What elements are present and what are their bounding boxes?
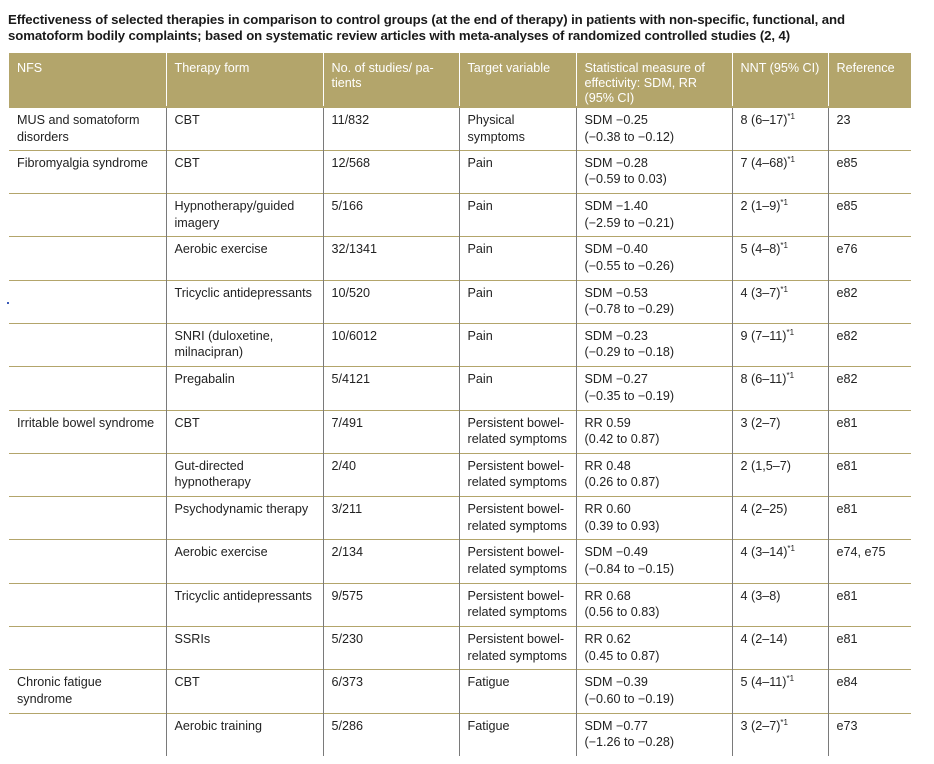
cell-nfs: [9, 453, 166, 496]
table-caption: Effectiveness of selected therapies in comparison to control groups (at the end of therapy) in patients with non-specific, functional, and somatoform bodily complaints; based on systematic review articles with meta-analyses of randomized controlled studies (2, 4): [8, 12, 845, 43]
cell-target-variable: Fatigue: [459, 670, 576, 713]
cell-studies-patients: 2/134: [323, 540, 459, 583]
cell-nnt: [732, 453, 828, 496]
nnt-value: 4 (2–14): [740, 632, 788, 647]
cell-studies-patients: 10/6012: [323, 323, 459, 366]
nnt-footnote-marker: *1: [787, 544, 795, 554]
measure-value: SDM −0.39: [584, 675, 648, 690]
cell-target-variable: Physical symptoms: [459, 107, 576, 150]
cell-statistical-measure: [576, 410, 732, 453]
cell-studies-patients: 12/568: [323, 150, 459, 193]
table-row: [9, 194, 911, 237]
table-row: [9, 280, 911, 323]
header-nnt: NNT (95% CI): [732, 53, 828, 107]
cell-statistical-measure: [576, 497, 732, 540]
nnt-footnote-marker: *1: [780, 197, 788, 207]
cell-studies-patients: 11/832: [323, 107, 459, 150]
table-row: [9, 540, 911, 583]
cell-nfs: [9, 194, 166, 237]
cell-statistical-measure: [576, 367, 732, 410]
cell-studies-patients: 5/4121: [323, 367, 459, 410]
cell-reference: e85: [828, 150, 911, 193]
cell-statistical-measure: [576, 670, 732, 713]
table-header-row: [9, 53, 911, 107]
measure-confidence-interval: (0.42 to 0.87): [584, 432, 660, 447]
cell-nnt: [732, 497, 828, 540]
measure-confidence-interval: (−0.38 to −0.12): [584, 129, 675, 144]
cell-nnt: [732, 107, 828, 150]
measure-value: SDM −1.40: [584, 199, 648, 214]
cell-reference: 23: [828, 107, 911, 150]
cell-statistical-measure: [576, 194, 732, 237]
cell-statistical-measure: [576, 323, 732, 366]
cell-reference: e84: [828, 670, 911, 713]
cell-nnt: [732, 323, 828, 366]
cell-reference: e82: [828, 367, 911, 410]
cell-statistical-measure: [576, 150, 732, 193]
cell-studies-patients: 32/1341: [323, 237, 459, 280]
nnt-footnote-marker: *1: [786, 327, 795, 337]
cell-nfs: MUS and somatoform disorders: [17, 113, 140, 144]
table-row: [9, 107, 911, 150]
cell-target-variable: Persistent bowel-related symptoms: [459, 583, 576, 626]
nnt-value: 2 (1–9): [740, 199, 781, 214]
nnt-footnote-marker: *1: [786, 674, 795, 684]
measure-confidence-interval: (−0.29 to −0.18): [584, 345, 675, 360]
nnt-footnote-marker: *1: [780, 717, 788, 727]
cell-therapy-form: CBT: [166, 410, 323, 453]
nnt-footnote-marker: *1: [787, 154, 795, 164]
cell-nfs: [9, 323, 166, 366]
cell-nnt: [732, 583, 828, 626]
nnt-value: 8 (6–17): [740, 113, 788, 127]
cell-target-variable: Persistent bowel-related symptoms: [459, 453, 576, 496]
cell-target-variable: Persistent bowel-related symptoms: [459, 497, 576, 540]
measure-confidence-interval: (−1.26 to −0.28): [584, 735, 675, 750]
header-target-variable: Target variable: [459, 53, 576, 107]
table-row: [9, 713, 911, 756]
cell-reference: e82: [828, 280, 911, 323]
header-reference: Reference: [828, 53, 911, 107]
measure-confidence-interval: (−0.84 to −0.15): [584, 561, 675, 576]
cell-studies-patients: 7/491: [323, 410, 459, 453]
nnt-footnote-marker: *1: [780, 284, 788, 294]
cell-nfs: Fibromyalgia syndrome: [17, 155, 148, 170]
cell-nfs: [9, 583, 166, 626]
cell-statistical-measure: [576, 627, 732, 670]
cell-nfs: [9, 627, 166, 670]
table-row: [9, 670, 911, 713]
cell-therapy-form: Pregabalin: [166, 367, 323, 410]
cell-reference: e76: [828, 237, 911, 280]
nnt-value: 4 (3–8): [740, 588, 781, 603]
nnt-value: 9 (7–11): [740, 328, 787, 343]
cell-target-variable: Persistent bowel-related symptoms: [459, 627, 576, 670]
nnt-footnote-marker: *1: [787, 111, 795, 121]
cell-target-variable: Pain: [459, 194, 576, 237]
cell-nfs: Irritable bowel syndrome: [17, 415, 155, 430]
table-row: [9, 627, 911, 670]
cell-therapy-form: CBT: [166, 150, 323, 193]
nnt-value: 4 (2–25): [740, 502, 788, 517]
table-row: [9, 367, 911, 410]
nnt-value: 4 (3–14): [740, 545, 788, 560]
cell-nnt: [732, 540, 828, 583]
cell-studies-patients: 5/166: [323, 194, 459, 237]
measure-value: SDM −0.53: [584, 285, 648, 300]
cell-therapy-form: Psychodynamic therapy: [166, 497, 323, 540]
cell-reference: e74, e75: [828, 540, 911, 583]
header-nfs: NFS: [9, 53, 166, 107]
cell-therapy-form: Aerobic training: [166, 713, 323, 756]
cell-statistical-measure: [576, 280, 732, 323]
cell-nfs: [9, 540, 166, 583]
cell-nfs: [9, 237, 166, 280]
cell-studies-patients: 3/211: [323, 497, 459, 540]
measure-value: SDM −0.28: [584, 155, 648, 170]
measure-value: RR 0.60: [584, 502, 631, 517]
cell-nnt: [732, 410, 828, 453]
cell-statistical-measure: [576, 540, 732, 583]
cell-target-variable: Pain: [459, 323, 576, 366]
measure-value: RR 0.62: [584, 632, 631, 647]
nnt-value: 3 (2–7): [740, 415, 781, 430]
cell-nnt: [732, 280, 828, 323]
header-therapy-form: Therapy form: [166, 53, 323, 107]
cell-nnt: [732, 237, 828, 280]
cell-nfs: Chronic fatigue syndrome: [17, 675, 102, 706]
cell-nnt: [732, 367, 828, 410]
header-studies-patients: No. of studies/ pa-tients: [323, 53, 459, 107]
cell-nfs: [9, 280, 166, 323]
measure-confidence-interval: (0.39 to 0.93): [584, 518, 660, 533]
nnt-footnote-marker: *1: [780, 241, 788, 251]
cell-therapy-form: Hypnotherapy/guided imagery: [166, 194, 323, 237]
cell-therapy-form: Aerobic exercise: [166, 237, 323, 280]
measure-confidence-interval: (0.45 to 0.87): [584, 648, 660, 663]
cell-therapy-form: CBT: [166, 107, 323, 150]
cell-target-variable: Pain: [459, 237, 576, 280]
nnt-value: 3 (2–7): [740, 718, 781, 733]
measure-value: SDM −0.49: [584, 545, 648, 560]
cell-nnt: [732, 670, 828, 713]
cell-nfs: [9, 367, 166, 410]
cell-therapy-form: Aerobic exercise: [166, 540, 323, 583]
cell-reference: e81: [828, 453, 911, 496]
cell-nfs: [9, 497, 166, 540]
cell-reference: e82: [828, 323, 911, 366]
cell-reference: e81: [828, 497, 911, 540]
nnt-value: 5 (4–8): [740, 242, 781, 257]
measure-confidence-interval: (−0.60 to −0.19): [584, 691, 675, 706]
cell-studies-patients: 5/286: [323, 713, 459, 756]
cell-target-variable: Pain: [459, 150, 576, 193]
cell-studies-patients: 2/40: [323, 453, 459, 496]
table-row: [9, 323, 911, 366]
measure-confidence-interval: (0.56 to 0.83): [584, 605, 660, 620]
cell-statistical-measure: [576, 107, 732, 150]
measure-value: SDM −0.23: [584, 328, 648, 343]
cell-nnt: [732, 713, 828, 756]
cell-target-variable: Persistent bowel-related symptoms: [459, 410, 576, 453]
nnt-value: 4 (3–7): [740, 285, 781, 300]
measure-value: SDM −0.40: [584, 242, 648, 257]
table-row: [9, 150, 911, 193]
cell-nnt: [732, 150, 828, 193]
table-row: [9, 453, 911, 496]
nnt-value: 5 (4–11): [740, 675, 787, 690]
therapy-effectiveness-table: [9, 53, 911, 756]
header-statistical-measure: Statistical measure of effectivity: SDM, RR (95% CI): [576, 53, 732, 107]
cell-statistical-measure: [576, 237, 732, 280]
cell-nnt: [732, 194, 828, 237]
table-row: [9, 237, 911, 280]
measure-confidence-interval: (−2.59 to −0.21): [584, 215, 675, 230]
nnt-value: 8 (6–11): [740, 372, 787, 387]
measure-value: SDM −0.77: [584, 718, 648, 733]
measure-value: RR 0.59: [584, 415, 631, 430]
cell-nnt: [732, 627, 828, 670]
cell-target-variable: Persistent bowel-related symptoms: [459, 540, 576, 583]
cell-studies-patients: 6/373: [323, 670, 459, 713]
cell-therapy-form: SNRI (duloxetine, milnacipran): [166, 323, 323, 366]
cell-reference: e73: [828, 713, 911, 756]
measure-confidence-interval: (−0.35 to −0.19): [584, 388, 675, 403]
nnt-value: 7 (4–68): [740, 155, 788, 170]
table-row: [9, 410, 911, 453]
table-row: [9, 583, 911, 626]
measure-value: RR 0.68: [584, 588, 631, 603]
cell-reference: e81: [828, 410, 911, 453]
table-body: [9, 107, 911, 756]
cell-target-variable: Pain: [459, 367, 576, 410]
cell-statistical-measure: [576, 453, 732, 496]
cell-therapy-form: Tricyclic antidepressants: [166, 280, 323, 323]
cell-statistical-measure: [576, 583, 732, 626]
cell-reference: e81: [828, 583, 911, 626]
nnt-value: 2 (1,5–7): [740, 458, 791, 473]
cell-studies-patients: 5/230: [323, 627, 459, 670]
measure-value: SDM −0.27: [584, 372, 648, 387]
measure-confidence-interval: (−0.78 to −0.29): [584, 302, 675, 317]
table-row: [9, 497, 911, 540]
cell-studies-patients: 10/520: [323, 280, 459, 323]
nnt-footnote-marker: *1: [786, 371, 795, 381]
measure-value: SDM −0.25: [584, 113, 648, 127]
cell-target-variable: Fatigue: [459, 713, 576, 756]
cell-nfs: [9, 713, 166, 756]
cell-therapy-form: SSRIs: [166, 627, 323, 670]
measure-confidence-interval: (−0.59 to 0.03): [584, 172, 667, 187]
cell-therapy-form: Tricyclic antidepressants: [166, 583, 323, 626]
cell-therapy-form: CBT: [166, 670, 323, 713]
cell-reference: e81: [828, 627, 911, 670]
cell-reference: e85: [828, 194, 911, 237]
measure-confidence-interval: (−0.55 to −0.26): [584, 258, 675, 273]
cell-therapy-form: Gut-directed hypnotherapy: [166, 453, 323, 496]
cell-statistical-measure: [576, 713, 732, 756]
measure-confidence-interval: (0.26 to 0.87): [584, 475, 660, 490]
cell-studies-patients: 9/575: [323, 583, 459, 626]
measure-value: RR 0.48: [584, 458, 631, 473]
cell-target-variable: Pain: [459, 280, 576, 323]
